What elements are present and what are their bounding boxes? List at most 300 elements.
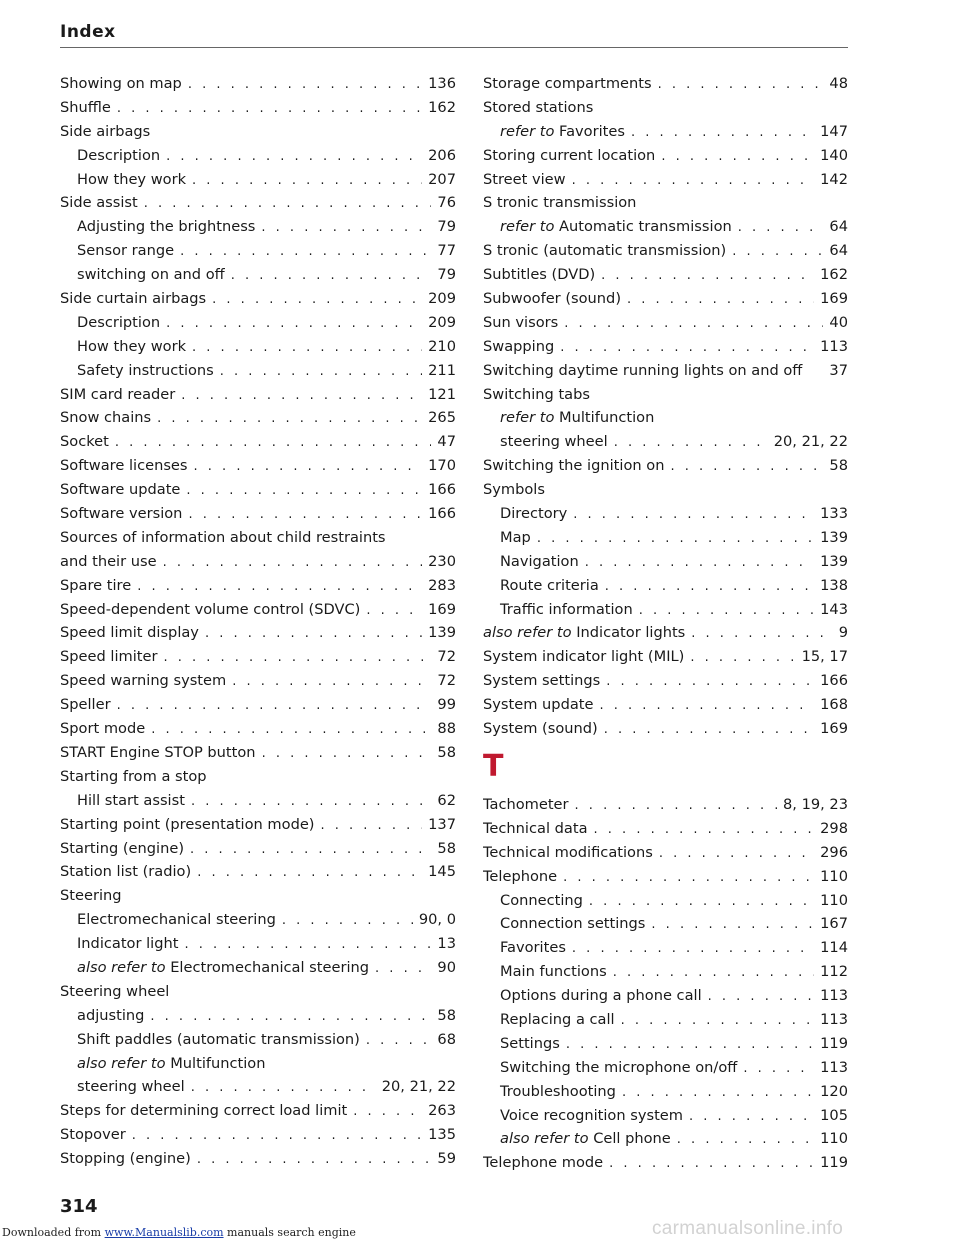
entry-label [500,960,607,984]
page-reference: 147 [820,122,848,140]
entry-text: START Engine STOP button [60,743,256,761]
index-entry [60,1099,456,1123]
entry-text: Multifunction [559,409,655,427]
entry-text: Steering wheel [60,982,170,1000]
manualslib-link[interactable]: www.Manualslib.com [104,1226,224,1239]
leader-dots [188,73,422,96]
entry-text: System settings [483,672,601,690]
entry-label [500,430,608,454]
index-subentry [483,1008,848,1032]
page-reference: 59 [437,1150,456,1168]
entry-text: Telephone mode [483,1154,604,1172]
index-entry [60,383,456,407]
entry-label [483,194,636,211]
refer-to-text: also refer to [77,1054,166,1072]
index-entry [60,454,456,478]
leader-dots [190,838,431,861]
entry-text: steering wheel [77,1078,185,1096]
page-reference: 58 [437,1006,456,1024]
index-subentry [60,359,456,383]
entry-label [60,574,131,598]
index-entry [60,430,456,454]
page-reference: 64 [829,242,848,260]
entry-label [500,409,654,426]
index-subentry [60,1052,456,1076]
index-subentry [483,1032,848,1056]
entry-text: Software update [60,481,181,499]
index-entry [60,550,456,574]
leader-dots [157,407,422,430]
entry-label [483,386,590,403]
leader-dots [197,1148,432,1171]
entry-text: Starting point (presentation mode) [60,815,315,833]
entry-label [60,1123,126,1147]
page-reference: 110 [820,1130,848,1148]
leader-dots [560,336,814,359]
index-subentry [60,956,456,980]
entry-text: How they work [77,170,187,188]
entry-text: Socket [60,433,109,451]
page-reference: 110 [820,891,848,909]
leader-dots [743,1057,814,1080]
page-reference: 140 [820,146,848,164]
index-entry [60,693,456,717]
entry-label [77,335,186,359]
entry-text: Connection settings [500,915,646,933]
entry-label [483,454,664,478]
page-reference: 37 [829,361,848,379]
leader-dots [708,985,815,1008]
entry-label [60,860,191,884]
page-reference: 230 [428,552,456,570]
index-subentry [483,1080,848,1104]
entry-label [483,865,557,889]
leader-dots [205,622,422,645]
entry-text: S tronic transmission [483,194,637,212]
leader-dots [691,622,832,645]
leader-dots [572,169,815,192]
entry-label [483,168,566,192]
index-entry [483,359,848,383]
index-subentry [483,574,848,598]
entry-label [483,311,558,335]
index-entry [60,1123,456,1147]
leader-dots [537,527,814,550]
entry-label [60,550,157,574]
entry-text: Favorites [500,939,566,957]
leader-dots [163,646,431,669]
index-subentry [60,239,456,263]
index-entry [483,72,848,96]
entry-text: Subtitles (DVD) [483,266,596,284]
page-reference: 136 [428,75,456,92]
entry-label [483,669,600,693]
page-reference: 72 [437,672,456,690]
entry-label [60,123,150,140]
leader-dots [566,1033,814,1056]
index-entry [60,837,456,861]
index-column-right [483,72,848,1175]
leader-dots [670,455,823,478]
leader-dots [188,503,422,526]
index-entry [60,526,456,550]
entry-label [77,311,160,335]
leader-dots [166,312,422,335]
entry-text: Electromechanical steering [77,911,276,929]
entry-text: Snow chains [60,409,152,427]
index-entry [60,669,456,693]
entry-text: Storing current location [483,146,656,164]
leader-dots [181,384,422,407]
leader-dots [366,1029,432,1052]
page-reference: 79 [437,266,456,284]
leader-dots [186,479,422,502]
index-entry [483,287,848,311]
entry-text: Stopping (engine) [60,1150,191,1168]
entry-label [77,168,186,192]
index-subentry [483,984,848,1008]
page-reference: 64 [829,218,848,236]
index-entry [483,191,848,215]
entry-text: Map [500,528,531,546]
leader-dots [594,818,815,841]
entry-label [500,1080,616,1104]
entry-label [60,406,151,430]
entry-text: Route criteria [500,576,599,594]
entry-label [77,239,174,263]
page-reference: 265 [428,409,456,427]
page-reference: 77 [437,242,456,260]
leader-dots [262,742,432,765]
index-entry [60,406,456,430]
entry-label [60,887,122,904]
index-entry [483,478,848,502]
leader-dots [627,288,814,311]
page-reference: 298 [820,819,848,837]
page-reference: 139 [820,528,848,546]
entry-label [77,215,255,239]
page-reference: 133 [820,505,848,523]
entry-label [77,956,369,980]
entry-text: Starting from a stop [60,767,207,785]
leader-dots [738,216,824,239]
entry-text: steering wheel [500,433,608,451]
index-subentry [483,936,848,960]
entry-text: Symbols [483,481,545,499]
index-entry [60,502,456,526]
entry-label [483,481,545,498]
entry-text: How they work [77,337,187,355]
entry-text: Speed warning system [60,672,227,690]
index-entry [483,817,848,841]
leader-dots [191,1076,376,1099]
index-subentry [483,215,848,239]
page-reference: 76 [437,194,456,212]
page-reference: 105 [820,1106,848,1124]
entry-label [60,669,226,693]
index-entry [60,813,456,837]
page-reference: 112 [820,963,848,981]
entry-label [77,1004,144,1028]
entry-label [60,478,180,502]
index-column-left [60,72,456,1171]
leader-dots [191,790,431,813]
leader-dots [677,1128,814,1151]
entry-label [483,693,593,717]
index-header: Index [60,22,116,42]
leader-dots [151,718,431,741]
page-reference: 40 [829,313,848,331]
entry-label [77,789,185,813]
entry-text: Telephone [483,867,558,885]
refer-to-text: refer to [500,409,555,427]
leader-dots [192,169,422,192]
entry-text: Stored stations [483,98,594,116]
entry-text: Replacing a call [500,1010,615,1028]
page-reference: 138 [820,576,848,594]
refer-to-text: also refer to [77,958,166,976]
index-entry [483,96,848,120]
page-reference: 143 [820,600,848,618]
index-entry [483,311,848,335]
index-subentry [483,598,848,622]
page-reference: 167 [820,915,848,933]
index-subentry [483,1104,848,1128]
page-reference: 58 [437,743,456,761]
index-entry [483,621,848,645]
index-subentry [60,335,456,359]
entry-label [60,430,109,454]
page-reference: 207 [428,170,456,188]
entry-text: Sensor range [77,242,175,260]
index-entry [60,765,456,789]
index-entry [483,454,848,478]
page-reference: 8, 19, 23 [783,795,848,813]
leader-dots [606,670,814,693]
leader-dots [689,1105,814,1128]
page-reference: 142 [820,170,848,188]
entry-text: Troubleshooting [500,1082,616,1100]
entry-text: Station list (radio) [60,863,192,881]
entry-label [483,263,595,287]
leader-dots [563,866,814,889]
page-reference: 15, 17 [801,648,848,666]
entry-text: Cell phone [593,1130,671,1148]
index-entry [483,168,848,192]
leader-dots [661,145,814,168]
entry-text: Favorites [559,122,625,140]
entry-text: Swapping [483,337,555,355]
entry-text: Indicator lights [576,624,686,642]
page-reference: 120 [820,1082,848,1100]
entry-label [500,120,625,144]
page-reference: 145 [428,863,456,881]
entry-label [60,529,386,546]
leader-dots [321,814,423,837]
entry-label [500,1056,737,1080]
entry-text: Shift paddles (automatic transmission) [77,1030,360,1048]
entry-label [483,793,569,817]
leader-dots [659,842,814,865]
entry-label [500,1032,560,1056]
index-subentry [483,550,848,574]
leader-dots [601,264,814,287]
entry-label [483,335,554,359]
entry-text: Indicator light [77,935,179,953]
entry-label [60,287,206,311]
page-reference: 209 [428,313,456,331]
page-reference: 166 [428,505,456,523]
index-entry [60,741,456,765]
entry-label [483,621,685,645]
entry-label [77,932,178,956]
entry-text: Traffic information [500,600,633,618]
entry-text: System (sound) [483,720,598,738]
entry-text: switching on and off [77,266,225,284]
page-reference: 47 [437,433,456,451]
index-subentry [60,263,456,287]
page-reference: 211 [428,361,456,379]
index-subentry [483,430,848,454]
page-reference: 58 [437,839,456,857]
leader-dots [651,913,814,936]
index-entry [60,120,456,144]
entry-text: Switching tabs [483,385,590,403]
entry-text: Steps for determining correct load limit [60,1102,348,1120]
download-footer [2,1226,356,1239]
page-reference: 139 [428,624,456,642]
leader-dots [621,1009,815,1032]
entry-label [483,1151,603,1175]
entry-label [483,359,802,383]
entry-text: Stopover [60,1126,126,1144]
refer-to-text: refer to [500,122,555,140]
leader-dots [180,240,431,263]
index-subentry [60,932,456,956]
leader-dots [690,646,795,669]
entry-label [60,598,360,622]
entry-text: Adjusting the brightness [77,218,256,236]
entry-text: Software version [60,505,183,523]
entry-label [500,912,645,936]
entry-label [500,598,633,622]
entry-text: Navigation [500,552,579,570]
index-entry [60,645,456,669]
entry-text: Switching daytime running lights on and off [483,361,803,379]
entry-label [60,645,157,669]
page-reference: 166 [428,481,456,499]
entry-text: Description [77,146,161,164]
page-reference: 9 [838,624,848,642]
entry-label [483,144,655,168]
section-letter: T [483,748,504,784]
page-reference: 113 [820,337,848,355]
leader-dots [163,551,423,574]
leader-dots [232,670,431,693]
index-entry [60,980,456,1004]
entry-label [483,717,598,741]
index-entry [483,693,848,717]
index-entry [60,96,456,120]
page-reference: 58 [829,457,848,475]
index-subentry [483,912,848,936]
index-subentry [483,960,848,984]
entry-text: Description [77,313,161,331]
entry-text: Connecting [500,891,583,909]
leader-dots [585,551,814,574]
leader-dots [631,121,814,144]
index-subentry [483,526,848,550]
leader-dots [150,1005,431,1028]
entry-label [60,502,182,526]
entry-text: Storage compartments [483,75,652,92]
index-entry [60,621,456,645]
page-reference: 139 [820,552,848,570]
page-reference: 169 [820,720,848,738]
entry-label [500,502,567,526]
entry-text: Subwoofer (sound) [483,290,622,308]
page-reference: 119 [820,1154,848,1172]
leader-dots [197,861,422,884]
entry-label [60,1147,191,1171]
index-entry [483,335,848,359]
index-subentry [60,168,456,192]
page-reference: 119 [820,1034,848,1052]
page-reference: 90 [437,958,456,976]
index-entry [60,287,456,311]
index-subentry [60,789,456,813]
page-reference: 209 [428,290,456,308]
entry-label [500,574,599,598]
entry-label [60,454,188,478]
page-reference: 90, 0 [418,911,456,929]
page-reference: 72 [437,648,456,666]
page-reference: 113 [820,987,848,1005]
leader-dots [144,192,432,215]
index-subentry [60,908,456,932]
index-entry [483,841,848,865]
entry-label [77,263,225,287]
entry-label [483,287,621,311]
leader-dots [117,694,432,717]
entry-text: Side curtain airbags [60,290,207,308]
leader-dots [261,216,431,239]
page-reference: 99 [437,696,456,714]
leader-dots [639,599,814,622]
entry-label [60,72,182,96]
index-entry [60,884,456,908]
leader-dots [599,694,814,717]
leader-dots [622,1081,814,1104]
page-reference: 88 [437,720,456,738]
entry-text: Options during a phone call [500,987,702,1005]
leader-dots [366,599,422,622]
entry-text: Tachometer [483,795,569,813]
leader-dots [375,957,431,980]
footer-suffix: manuals search engine [223,1226,356,1239]
entry-text: Voice recognition system [500,1106,684,1124]
leader-dots [613,961,814,984]
entry-text: Safety instructions [77,361,214,379]
page-reference: 48 [829,75,848,92]
index-entry [60,717,456,741]
page-reference: 162 [428,98,456,116]
leader-dots [658,73,824,96]
entry-text: Switching the ignition on [483,457,665,475]
leader-dots [166,145,422,168]
entry-text: Hill start assist [77,791,185,809]
index-subentry [60,1004,456,1028]
